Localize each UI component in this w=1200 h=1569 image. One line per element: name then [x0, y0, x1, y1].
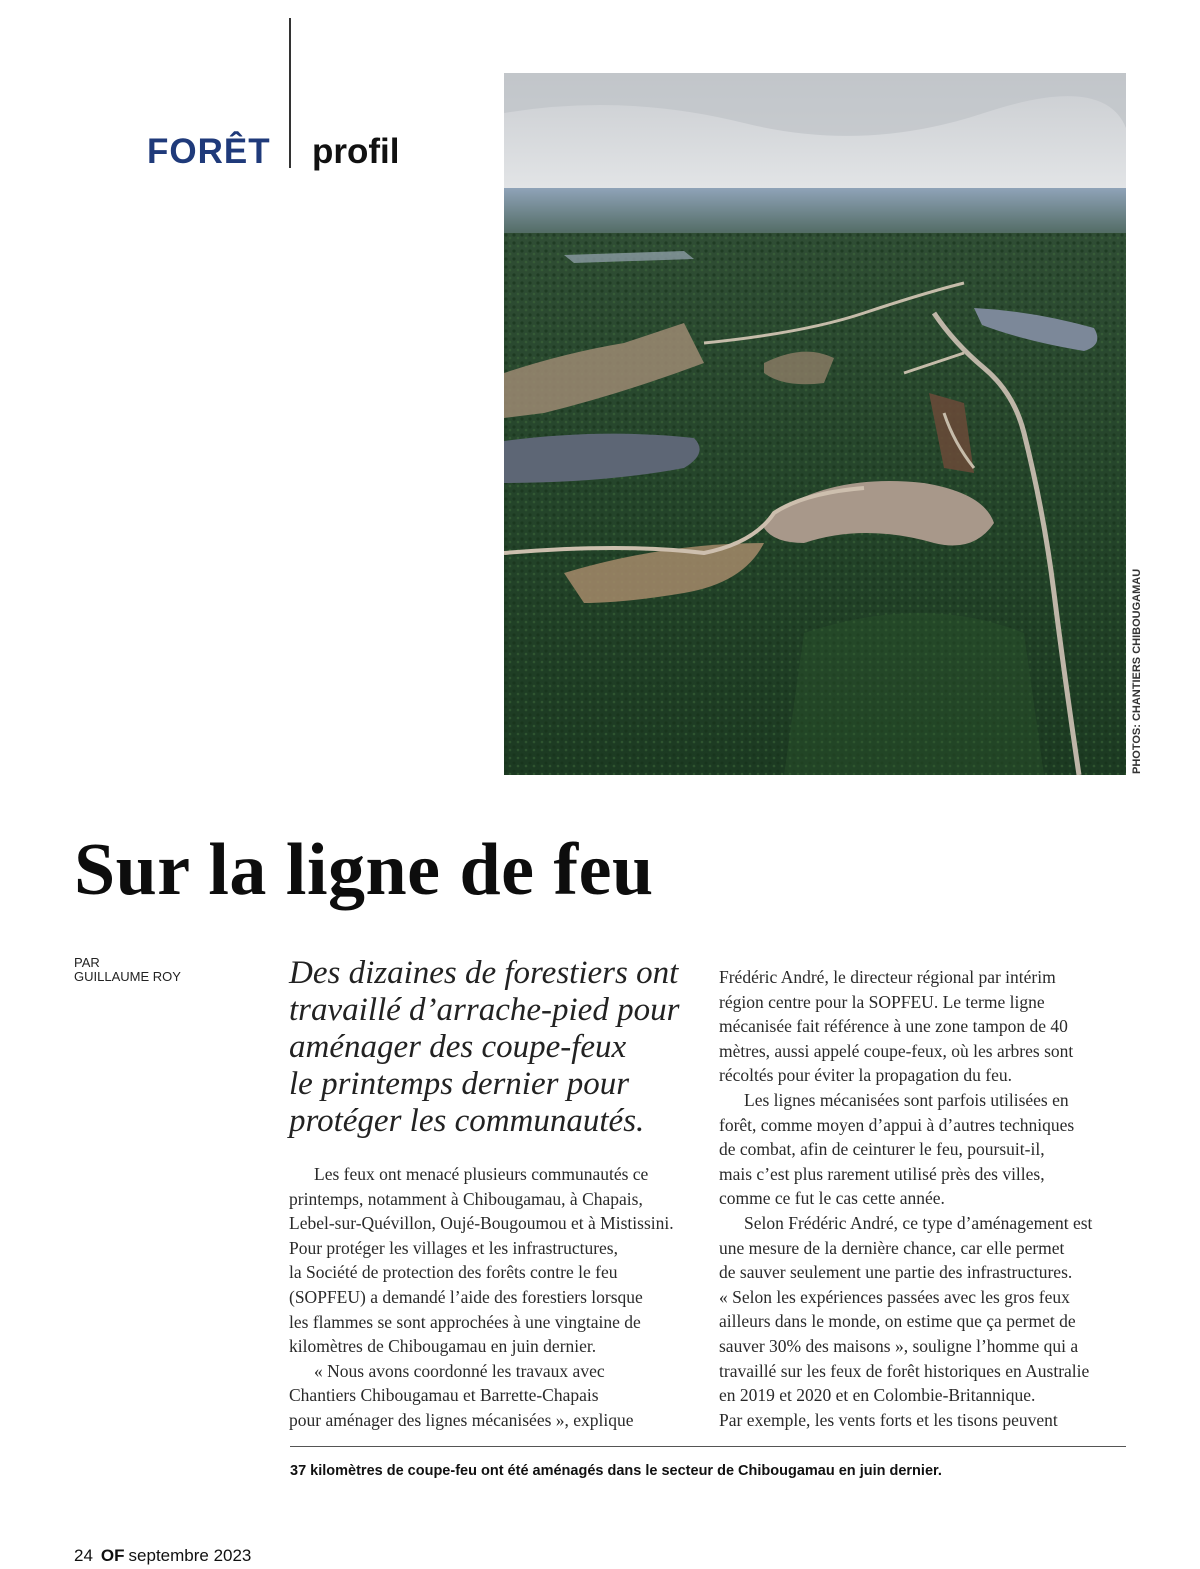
- byline-author: GUILLAUME ROY: [74, 969, 181, 984]
- body-line: Les feux ont menacé plusieurs communautés ce: [314, 1164, 649, 1184]
- body-line: une mesure de la dernière chance, car elle permet: [719, 1237, 1065, 1258]
- subsection-label: profil: [312, 132, 400, 171]
- body-column-right: [719, 965, 1129, 1432]
- lead-line: protéger les communautés.: [289, 1103, 645, 1139]
- body-line: (SOPFEU) a demandé l’aide des forestiers lorsque: [289, 1286, 643, 1307]
- body-line: la Société de protection des forêts contre le feu: [289, 1262, 618, 1283]
- body-line: Frédéric André, le directeur régional par intérim: [719, 967, 1056, 987]
- body-line: sauver 30% des maisons », souligne l’homme qui a: [719, 1335, 1079, 1356]
- body-line: « Selon les expériences passées avec les gros feux: [719, 1286, 1070, 1307]
- byline-prefix: PAR: [74, 955, 100, 970]
- body-line: Selon Frédéric André, ce type d’aménagement est: [744, 1212, 1093, 1233]
- body-line: printemps, notamment à Chibougamau, à Chapais,: [289, 1188, 643, 1209]
- body-line: les flammes se sont approchées à une vingtaine de: [289, 1311, 641, 1332]
- section-label: FORÊT: [147, 132, 271, 171]
- body-line: travaillé sur les feux de forêt historiques en Australie: [719, 1360, 1090, 1381]
- lead-line: aménager des coupe-feux: [289, 1029, 627, 1065]
- body-line: mais c’est plus rarement utilisé près des villes,: [719, 1163, 1045, 1184]
- body-line: Les lignes mécanisées sont parfois utilisées en: [744, 1089, 1069, 1110]
- article-title: Sur la ligne de feu: [74, 829, 654, 911]
- body-line: Lebel-sur-Quévillon, Oujé-Bougoumou et à Mistissini.: [289, 1213, 674, 1234]
- body-line: en 2019 et 2020 et en Colombie-Britannique.: [719, 1385, 1036, 1406]
- body-line: de sauver seulement une partie des infrastructures.: [719, 1262, 1073, 1283]
- lead-line: le printemps dernier pour: [289, 1066, 630, 1102]
- body-line: région centre pour la SOPFEU. Le terme ligne: [719, 991, 1045, 1012]
- header-divider: [289, 18, 291, 168]
- publication-name: OF: [100, 1546, 125, 1565]
- body-line: Chantiers Chibougamau et Barrette-Chapais: [289, 1385, 599, 1406]
- body-line: récoltés pour éviter la propagation du feu.: [719, 1065, 1013, 1086]
- page-footer: [74, 1546, 251, 1566]
- body-line: mètres, aussi appelé coupe-feux, où les arbres sont: [719, 1040, 1074, 1061]
- body-line: Pour protéger les villages et les infrastructures,: [289, 1237, 618, 1258]
- lead-line: Des dizaines de forestiers ont: [289, 955, 679, 991]
- body-line: forêt, comme moyen d’appui à d’autres techniques: [719, 1114, 1075, 1135]
- photo-caption: 37 kilomètres de coupe-feu ont été aménagés dans le secteur de Chibougamau en juin dernier.: [290, 1463, 942, 1479]
- body-line: pour aménager des lignes mécanisées », explique: [289, 1409, 634, 1430]
- lead-line: travaillé d’arrache-pied pour: [289, 992, 680, 1028]
- body-line: ailleurs dans le monde, on estime que ça permet de: [719, 1311, 1076, 1332]
- aerial-photo: [504, 73, 1126, 775]
- body-line: de combat, afin de ceinturer le feu, poursuit-il,: [719, 1139, 1045, 1160]
- photo-credit: PHOTOS: CHANTIERS CHIBOUGAMAU: [1131, 568, 1143, 774]
- caption-divider: [290, 1446, 1126, 1447]
- body-line: Par exemple, les vents forts et les tisons peuvent: [719, 1409, 1058, 1430]
- page-number: 24: [74, 1546, 93, 1565]
- body-line: comme ce fut le cas cette année.: [719, 1188, 945, 1209]
- body-line: « Nous avons coordonné les travaux avec: [314, 1360, 605, 1381]
- body-line: kilomètres de Chibougamau en juin dernier.: [289, 1336, 597, 1357]
- body-line: mécanisée fait référence à une zone tampon de 40: [719, 1016, 1068, 1037]
- article-lead: [289, 955, 709, 1140]
- byline: [74, 956, 181, 984]
- issue-date: septembre 2023: [128, 1546, 252, 1565]
- body-column-left: [289, 1162, 699, 1433]
